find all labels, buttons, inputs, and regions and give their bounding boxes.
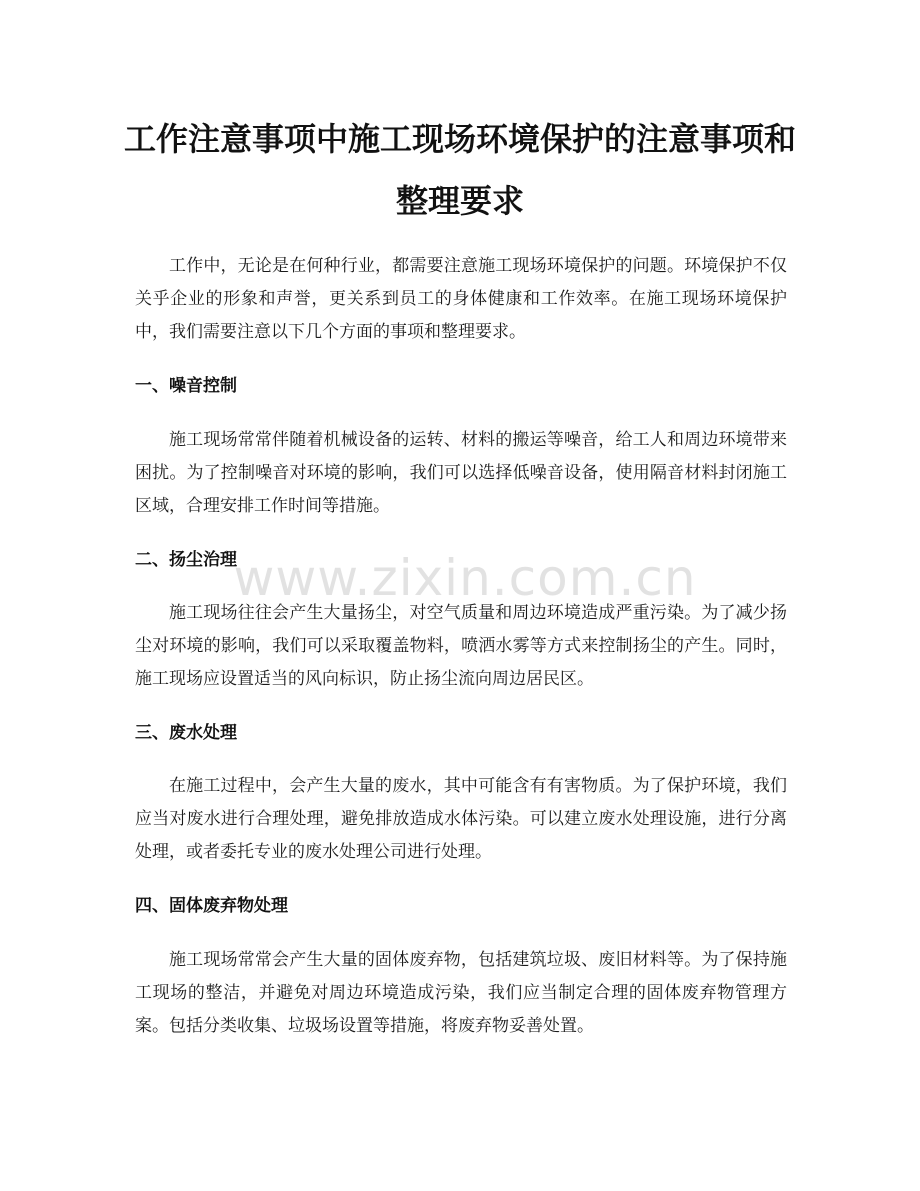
section-body-noise: 施工现场常常伴随着机械设备的运转、材料的搬运等噪音，给工人和周边环境带来困扰。为了控制噪音对环境的影响，我们可以选择低噪音设备，使用隔音材料封闭施工区域，合理安排工作时间等措施。	[135, 430, 787, 516]
section-heading-noise: 一、噪音控制	[135, 376, 237, 396]
section-body-dust: 施工现场往往会产生大量扬尘，对空气质量和周边环境造成严重污染。为了减少扬尘对环境的影响，我们可以采取覆盖物料，喷洒水雾等方式来控制扬尘的产生。同时，施工现场应设置适当的风向标识，防止扬尘流向周边居民区。	[135, 603, 787, 689]
document-title: 工作注意事项中施工现场环境保护的注意事项和整理要求	[123, 120, 796, 220]
intro-paragraph: 工作中，无论是在何种行业，都需要注意施工现场环境保护的问题。环境保护不仅关乎企业的形象和声誉，更关系到员工的身体健康和工作效率。在施工现场环境保护中，我们需要注意以下几个方面的事项和整理要求。	[135, 256, 787, 342]
section-body-solid-waste: 施工现场常常会产生大量的固体废弃物，包括建筑垃圾、废旧材料等。为了保持施工现场的整洁，并避免对周边环境造成污染，我们应当制定合理的固体废弃物管理方案。包括分类收集、垃圾场设置等措施，将废弃物妥善处置。	[135, 950, 787, 1036]
watermark: www.zixin.com.cn	[233, 549, 697, 607]
section-heading-solid-waste: 四、固体废弃物处理	[135, 896, 288, 916]
section-heading-wastewater: 三、废水处理	[135, 723, 237, 743]
section-body-wastewater: 在施工过程中，会产生大量的废水，其中可能含有有害物质。为了保护环境，我们应当对废水进行合理处理，避免排放造成水体污染。可以建立废水处理设施，进行分离处理，或者委托专业的废水处理公司进行处理。	[135, 776, 787, 862]
section-heading-dust: 二、扬尘治理	[135, 550, 237, 570]
